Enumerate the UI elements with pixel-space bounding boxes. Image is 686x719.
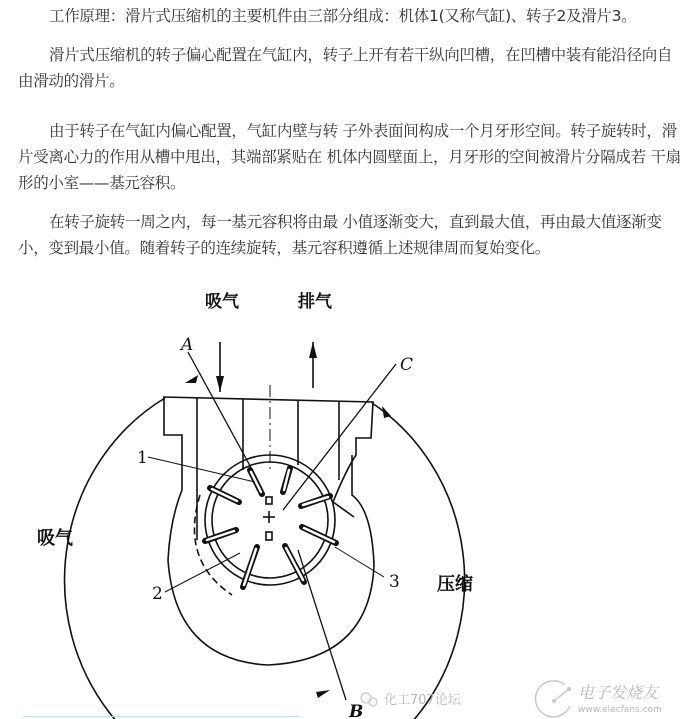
watermark-site-name: 电子发烧友: [578, 683, 659, 702]
label-part-3: 3: [389, 572, 400, 592]
label-point-b: B: [349, 702, 364, 719]
sliding-vane-compressor-diagram: [0, 280, 686, 719]
label-point-a: A: [181, 335, 194, 355]
label-suction-top: 吸气: [205, 292, 239, 312]
discharge-arrow-icon: [309, 342, 317, 388]
watermark-forum-text: 化工707论坛: [384, 693, 461, 708]
line-a: [188, 352, 255, 475]
label-suction-side: 吸气: [37, 528, 73, 549]
label-point-c: C: [400, 355, 414, 375]
wechat-forum-watermark: [361, 693, 462, 708]
leader-2: [165, 553, 240, 592]
leader-1: [148, 457, 255, 482]
label-discharge-top: 排气: [298, 292, 332, 312]
label-compression-side: 压缩: [437, 574, 473, 595]
bottom-divider: [23, 716, 299, 717]
paragraph-volume-cycle: 在转子旋转一周之内，每一基元容积将由最 小值逐渐变大，直到最大值，再由最大值逐渐变 小，变到最小值。随着转子的连续旋转，基元容积遵循上述规律周而复始变化。: [18, 213, 662, 257]
watermark-site-url: www.elecfans.com: [578, 705, 662, 715]
outer-circle: [65, 398, 465, 719]
paragraph-working-principle: 工作原理：滑片式压缩机的主要机件由三部分组成：机体1(又称气缸)、转子2及滑片3。: [49, 7, 637, 25]
paragraph-rotor-arrangement: 滑片式压缩机的转子偏心配置在气缸内，转子上开有若干纵向凹槽，在凹槽中装有能沿径向自由滑动的滑片。: [18, 46, 673, 90]
line-b: [298, 550, 346, 700]
elecfans-watermark: [535, 681, 661, 717]
label-part-1: 1: [137, 448, 148, 468]
suction-arrow-icon: [216, 342, 224, 392]
paragraph-crescent-space: 由于转子在气缸内偏心配置，气缸内壁与转 子外表面间构成一个月牙形空间。转子旋转时，滑片受离心力的作用从槽中甩出，其端部紧贴在 机体内圆壁面上，月牙形的空间被滑片分隔成若 干扇形的小室——基元容积。: [18, 122, 681, 192]
label-part-2: 2: [152, 584, 163, 604]
leader-3: [335, 547, 384, 577]
